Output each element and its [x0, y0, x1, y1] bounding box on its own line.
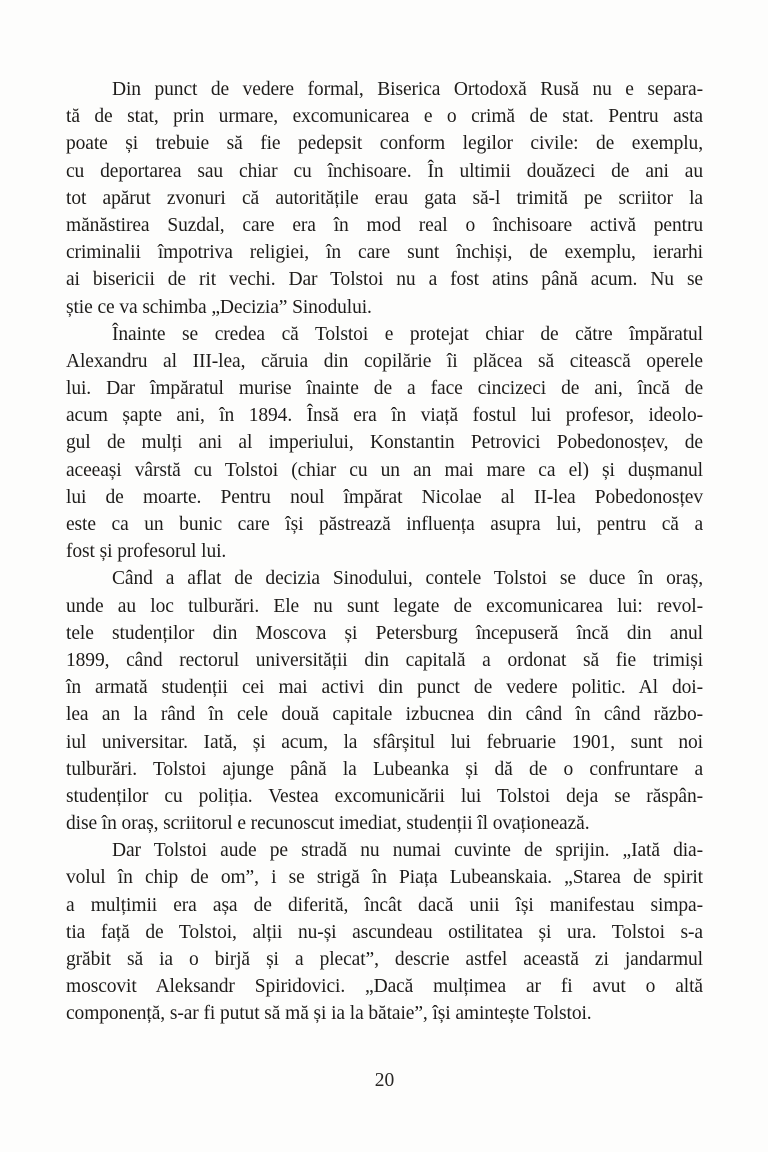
- text-line: criminalii împotriva religiei, în care sunt închiși, de exemplu, ierarhi: [66, 242, 703, 264]
- text-line: este ca un bunic care își păstrează influența asupra lui, pentru că a: [66, 514, 703, 535]
- text-line: componență, s-ar fi putut să mă și ia la bătaie”, își amintește Tolstoi.: [66, 1003, 592, 1025]
- text-line: lui. Dar împăratul murise înainte de a face cincizeci de ani, încă de: [66, 378, 703, 400]
- text-line: tot apărut zvonuri că autoritățile erau gata să-l trimită pe scriitor la: [66, 187, 703, 209]
- paragraph: [66, 321, 703, 566]
- text-line: studenților cu poliția. Vestea excomunicării lui Tolstoi deja se răspân-: [66, 785, 703, 807]
- text-line: poate și trebuie să fie pedepsit conform legilor civile: de exemplu,: [66, 133, 703, 155]
- text-line: în armată studenții cei mai activi din punct de vedere politic. Al doi-: [66, 677, 703, 699]
- text-line: volul în chip de om”, i se strigă în Piața Lubeanskaia. „Starea de spirit: [66, 867, 703, 889]
- text-line: lui de moarte. Pentru noul împărat Nicolae al II-lea Pobedonosțev: [66, 486, 703, 508]
- text-line: acum șapte ani, în 1894. Însă era în viață fostul lui profesor, ideolo-: [66, 405, 703, 427]
- text-line: tulburări. Tolstoi ajunge până la Lubeanka și dă de o confruntare a: [66, 758, 703, 780]
- text-line: știe ce va schimba „Decizia” Sinodului.: [66, 296, 372, 318]
- text-line: tele studenților din Moscova și Petersburg începuseră încă din anul: [66, 622, 703, 644]
- text-line: a mulțimii era așa de diferită, încât dacă unii își manifestau simpa-: [66, 894, 703, 916]
- text-line: grăbit să ia o birjă și a plecat”, descrie astfel această zi jandarmul: [66, 949, 703, 970]
- text-line: tă de stat, prin urmare, excomunicarea e o crimă de stat. Pentru asta: [66, 106, 703, 128]
- text-line: tia față de Tolstoi, alții nu-și ascundeau ostilitatea și ura. Tolstoi s-a: [66, 921, 703, 943]
- text-line: Înainte se credea că Tolstoi e protejat chiar de către împăratul: [112, 323, 703, 345]
- text-line: fost și profesorul lui.: [66, 541, 227, 563]
- text-line: Alexandru al III-lea, căruia din copilărie îi plăcea să citească operele: [66, 350, 703, 372]
- page-footer: [66, 1070, 703, 1092]
- text-line: Dar Tolstoi aude pe stradă nu numai cuvinte de sprijin. „Iată dia-: [112, 840, 703, 862]
- text-line: dise în oraș, scriitorul e recunoscut imediat, studenții îl ovaționează.: [66, 813, 590, 835]
- text-line: moscovit Aleksandr Spiridovici. „Dacă mulțimea ar fi avut o altă: [66, 976, 703, 998]
- text-line: Când a aflat de decizia Sinodului, contele Tolstoi se duce în oraș,: [112, 568, 703, 590]
- text-line: unde au loc tulburări. Ele nu sunt legate de excomunicarea lui: revol-: [66, 595, 703, 617]
- paragraph: [66, 837, 703, 1027]
- text-line: 1899, când rectorul universității din capitală a ordonat să fie trimiși: [66, 649, 703, 671]
- text-line: gul de mulți ani al imperiului, Konstantin Petrovici Pobedonosțev, de: [66, 432, 703, 454]
- text-line: mănăstirea Suzdal, care era în mod real o închisoare activă pentru: [66, 214, 703, 236]
- text-line: cu deportarea sau chiar cu închisoare. În ultimii douăzeci de ani au: [66, 160, 703, 182]
- text-block: [66, 76, 703, 1028]
- text-line: aceeași vârstă cu Tolstoi (chiar cu un an mai mare ca el) și dușmanul: [66, 459, 703, 481]
- text-line: iul universitar. Iată, și acum, la sfârșitul lui februarie 1901, sunt noi: [66, 731, 703, 753]
- text-line: ai bisericii de rit vechi. Dar Tolstoi nu a fost atins până acum. Nu se: [66, 269, 703, 291]
- text-line: Din punct de vedere formal, Biserica Ortodoxă Rusă nu e separa-: [112, 79, 703, 100]
- paragraph: [66, 76, 703, 321]
- text-line: lea an la rând în cele două capitale izbucnea din când în când războ-: [66, 704, 703, 726]
- paragraph: [66, 565, 703, 837]
- page-number: 20: [374, 1070, 395, 1091]
